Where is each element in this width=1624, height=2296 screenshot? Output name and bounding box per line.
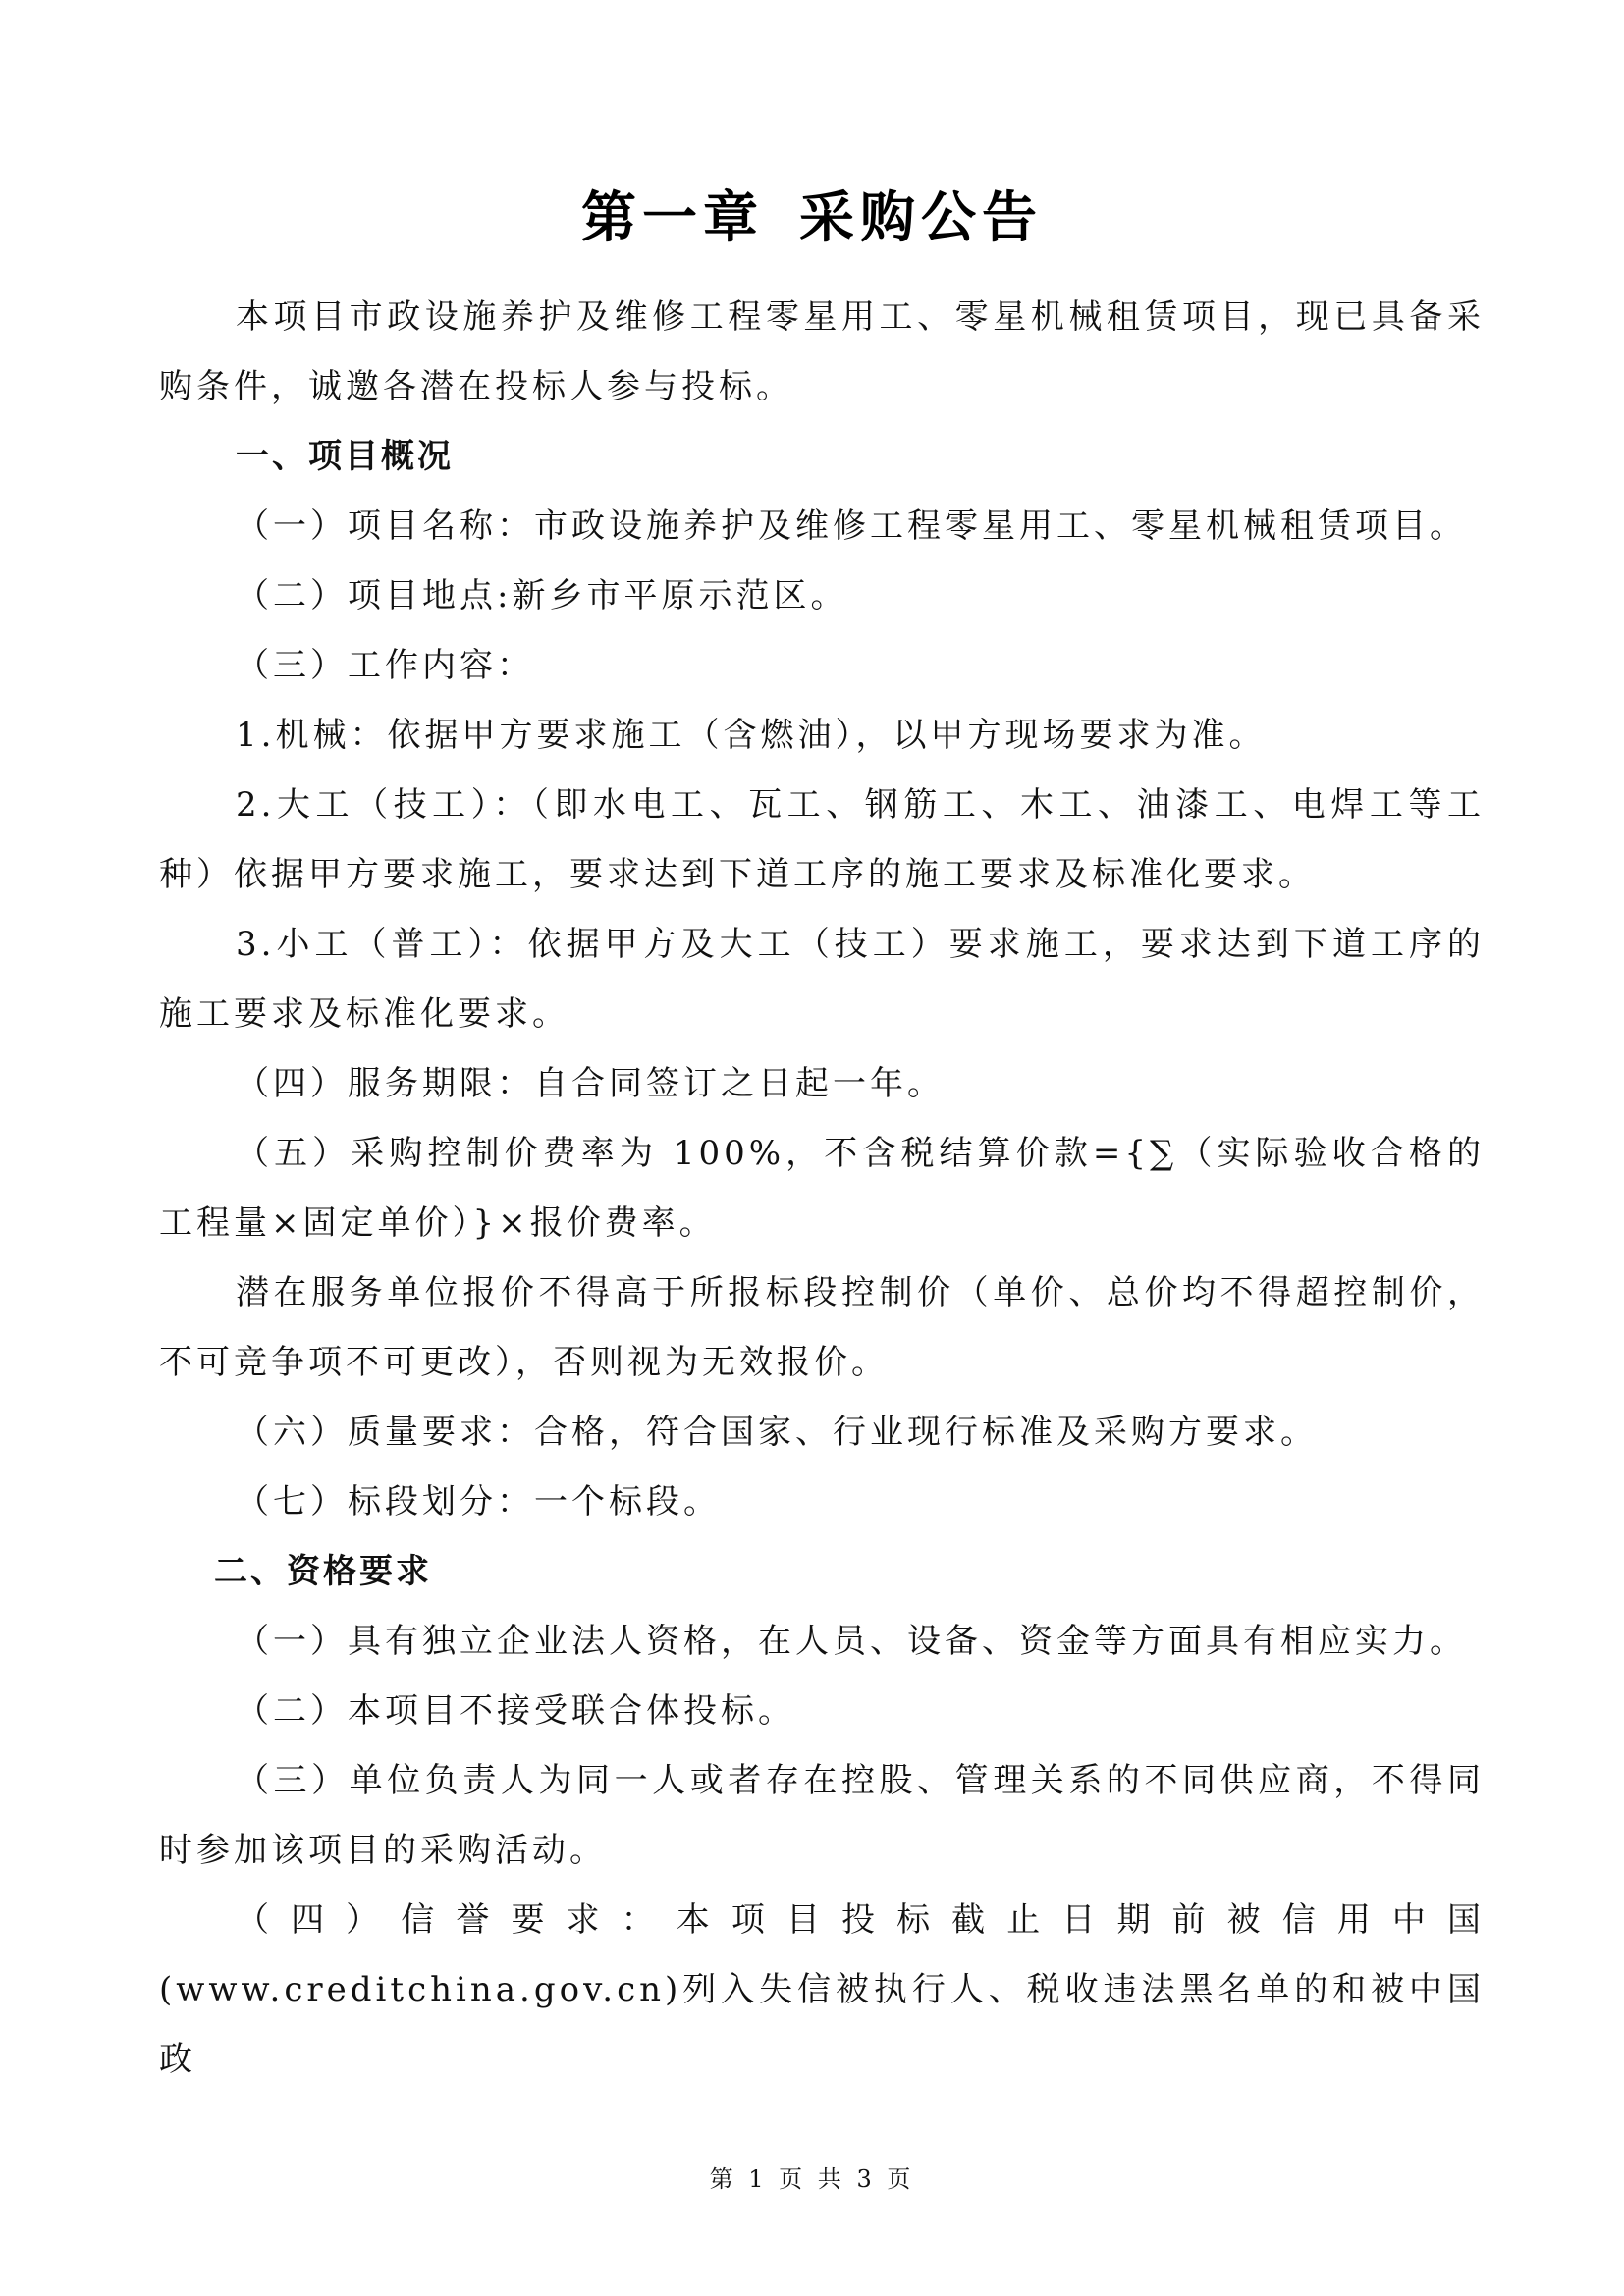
overview-item: 潜在服务单位报价不得高于所报标段控制价（单价、总价均不得超控制价，不可竞争项不可更改），否则视为无效报价。 bbox=[159, 1273, 1485, 1382]
chapter-number: 第一章 bbox=[581, 187, 764, 250]
overview-item: （三）工作内容： bbox=[236, 646, 534, 685]
overview-item: （六）质量要求：合格，符合国家、行业现行标准及采购方要求。 bbox=[236, 1413, 1318, 1452]
overview-item: （一）项目名称：市政设施养护及维修工程零星用工、零星机械租赁项目。 bbox=[236, 507, 1467, 546]
overview-item: 1.机械：依据甲方要求施工（含燃油），以甲方现场要求为准。 bbox=[236, 716, 1267, 755]
qualification-item: （二）本项目不接受联合体投标。 bbox=[236, 1691, 795, 1731]
overview-item: （五）采购控制价费率为 100%，不含税结算价款={∑（实际验收合格的工程量×固定单价）}×报价费率。 bbox=[159, 1134, 1485, 1243]
qualification-item-credit-line1: （四）信誉要求：本项目投标截止日期前被信用中国 bbox=[236, 1900, 1485, 1940]
qualification-item: （三）单位负责人为同一人或者存在控股、管理关系的不同供应商，不得同时参加该项目的采购活动。 bbox=[159, 1761, 1485, 1870]
overview-item: 3.小工（普工）：依据甲方及大工（技工）要求施工，要求达到下道工序的施工要求及标准化要求。 bbox=[159, 925, 1485, 1034]
qualification-item-credit-line2: (www.creditchina.gov.cn)列入失信被执行人、税收违法黑名单的和被中国政 bbox=[159, 1970, 1485, 2079]
overview-item: 2.大工（技工）：（即水电工、瓦工、钢筋工、木工、油漆工、电焊工等工种）依据甲方要求施工，要求达到下道工序的施工要求及标准化要求。 bbox=[159, 785, 1485, 894]
intro-paragraph: 本项目市政设施养护及维修工程零星用工、零星机械租赁项目，现已具备采购条件，诚邀各潜在投标人参与投标。 bbox=[159, 297, 1485, 406]
section-heading-qualification: 二、资格要求 bbox=[214, 1552, 432, 1591]
section-heading-overview: 一、项目概况 bbox=[236, 437, 454, 476]
page-title bbox=[0, 175, 1624, 253]
document-body bbox=[159, 283, 1485, 2095]
page-footer: 第 1 页 共 3 页 bbox=[709, 2165, 915, 2193]
qualification-item: （一）具有独立企业法人资格，在人员、设备、资金等方面具有相应实力。 bbox=[236, 1622, 1467, 1661]
chapter-name: 采购公告 bbox=[799, 187, 1043, 250]
overview-item: （七）标段划分：一个标段。 bbox=[236, 1482, 721, 1522]
overview-item: （四）服务期限：自合同签订之日起一年。 bbox=[236, 1064, 945, 1103]
overview-item: （二）项目地点:新乡市平原示范区。 bbox=[236, 576, 848, 615]
